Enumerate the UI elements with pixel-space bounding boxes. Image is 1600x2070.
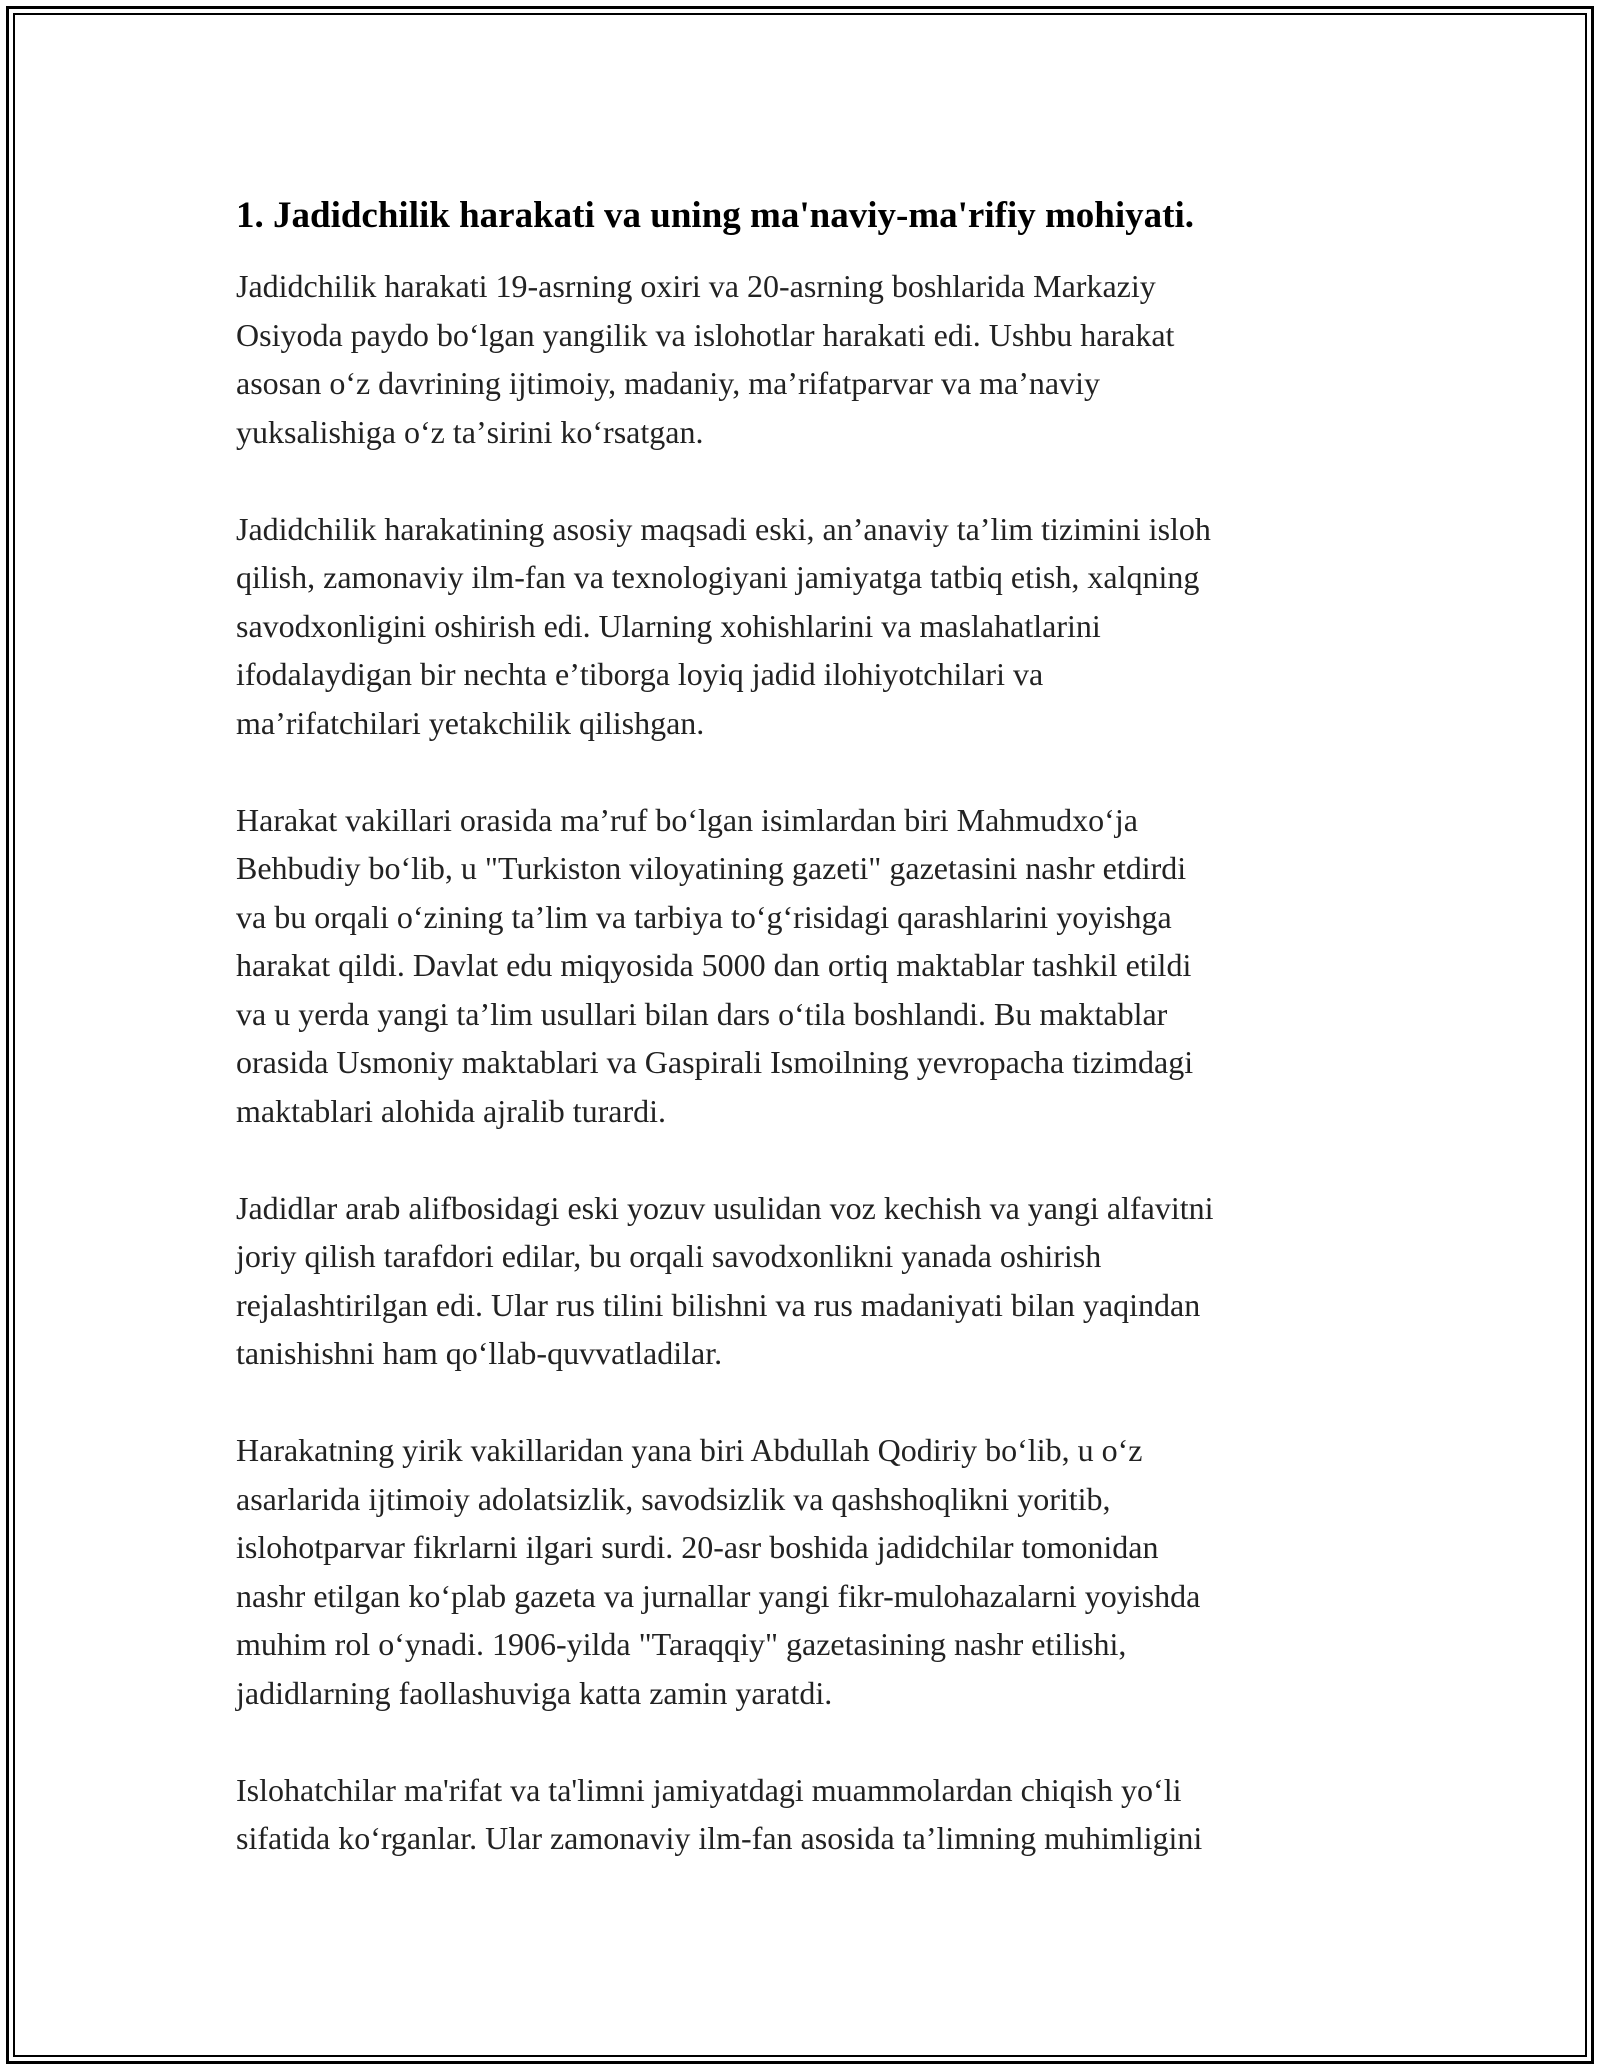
paragraph-line: maktablari alohida ajralib turardi.: [236, 1092, 667, 1129]
paragraph: [236, 1766, 1366, 1863]
paragraph-line: Jadidchilik harakatining asosiy maqsadi eski, anʼanaviy taʼlim tizimini isloh: [236, 510, 1211, 547]
paragraph-line: va bu orqali oʻzining taʼlim va tarbiya toʻgʻrisidagi qarashlarini yoyishga: [236, 898, 1172, 935]
paragraph-line: va u yerda yangi taʼlim usullari bilan dars oʻtila boshlandi. Bu maktablar: [236, 995, 1168, 1032]
paragraph-line: nashr etilgan koʻplab gazeta va jurnallar yangi fikr-mulohazalarni yoyishda: [236, 1577, 1201, 1614]
paragraph-list: [236, 262, 1366, 1863]
document-body: [236, 190, 1366, 1911]
paragraph-line: asarlarida ijtimoiy adolatsizlik, savodsizlik va qashshoqlikni yoritib,: [236, 1480, 1111, 1517]
paragraph-line: islohotparvar fikrlarni ilgari surdi. 20-asr boshida jadidchilar tomonidan: [236, 1529, 1159, 1565]
paragraph-line: ifodalaydigan bir nechta eʼtiborga loyiq jadid ilohiyotchilari va: [236, 656, 1044, 692]
paragraph-line: Jadidlar arab alifbosidagi eski yozuv usulidan voz kechish va yangi alfavitni: [236, 1189, 1214, 1226]
paragraph-line: harakat qildi. Davlat edu miqyosida 5000 dan ortiq maktablar tashkil etildi: [236, 947, 1192, 983]
paragraph-line: muhim rol oʻynadi. 1906-yilda "Taraqqiy" gazetasining nashr etilishi,: [236, 1626, 1127, 1662]
paragraph-line: Behbudiy boʻlib, u "Turkiston viloyatining gazeti" gazetasini nashr etdirdi: [236, 850, 1187, 886]
paragraph-line: Jadidchilik harakati 19-asrning oxiri va 20-asrning boshlarida Markaziy: [236, 268, 1156, 304]
paragraph-line: Osiyoda paydo boʻlgan yangilik va islohotlar harakati edi. Ushbu harakat: [236, 316, 1175, 353]
paragraph-line: Islohatchilar ma'rifat va ta'limni jamiyatdagi muammolardan chiqish yoʻli: [236, 1771, 1182, 1808]
paragraph: [236, 1184, 1366, 1378]
paragraph: [236, 505, 1366, 748]
paragraph: [236, 1426, 1366, 1717]
paragraph-line: asosan oʻz davrining ijtimoiy, madaniy, maʼrifatparvar va maʼnaviy: [236, 365, 1100, 401]
paragraph-line: tanishishni ham qoʻllab-quvvatladilar.: [236, 1335, 723, 1371]
paragraph-line: rejalashtirilgan edi. Ular rus tilini bilishni va rus madaniyati bilan yaqindan: [236, 1286, 1201, 1323]
paragraph-line: yuksalishiga oʻz taʼsirini koʻrsatgan.: [236, 413, 704, 450]
paragraph-line: Harakatning yirik vakillaridan yana biri Abdullah Qodiriy boʻlib, u oʻz: [236, 1432, 1143, 1468]
paragraph-line: sifatida koʻrganlar. Ular zamonaviy ilm-fan asosida taʼlimning muhimligini: [236, 1820, 1203, 1856]
paragraph: [236, 262, 1366, 456]
paragraph-line: maʼrifatchilari yetakchilik qilishgan.: [236, 704, 705, 741]
paragraph-line: joriy qilish tarafdori edilar, bu orqali savodxonlikni yanada oshirish: [236, 1238, 1102, 1274]
document-title: 1. Jadidchilik harakati va uning ma'naviy-ma'rifiy mohiyati.: [236, 195, 1195, 236]
paragraph-line: savodxonligini oshirish edi. Ularning xohishlarini va maslahatlarini: [236, 607, 1101, 644]
paragraph-line: qilish, zamonaviy ilm-fan va texnologiyani jamiyatga tatbiq etish, xalqning: [236, 559, 1200, 595]
paragraph-line: orasida Usmoniy maktablari va Gaspirali Ismoilning yevropacha tizimdagi: [236, 1044, 1194, 1080]
paragraph-line: Harakat vakillari orasida maʼruf boʻlgan isimlardan biri Mahmudxoʻja: [236, 801, 1138, 838]
paragraph: [236, 796, 1366, 1136]
paragraph-line: jadidlarning faollashuviga katta zamin yaratdi.: [236, 1674, 833, 1711]
